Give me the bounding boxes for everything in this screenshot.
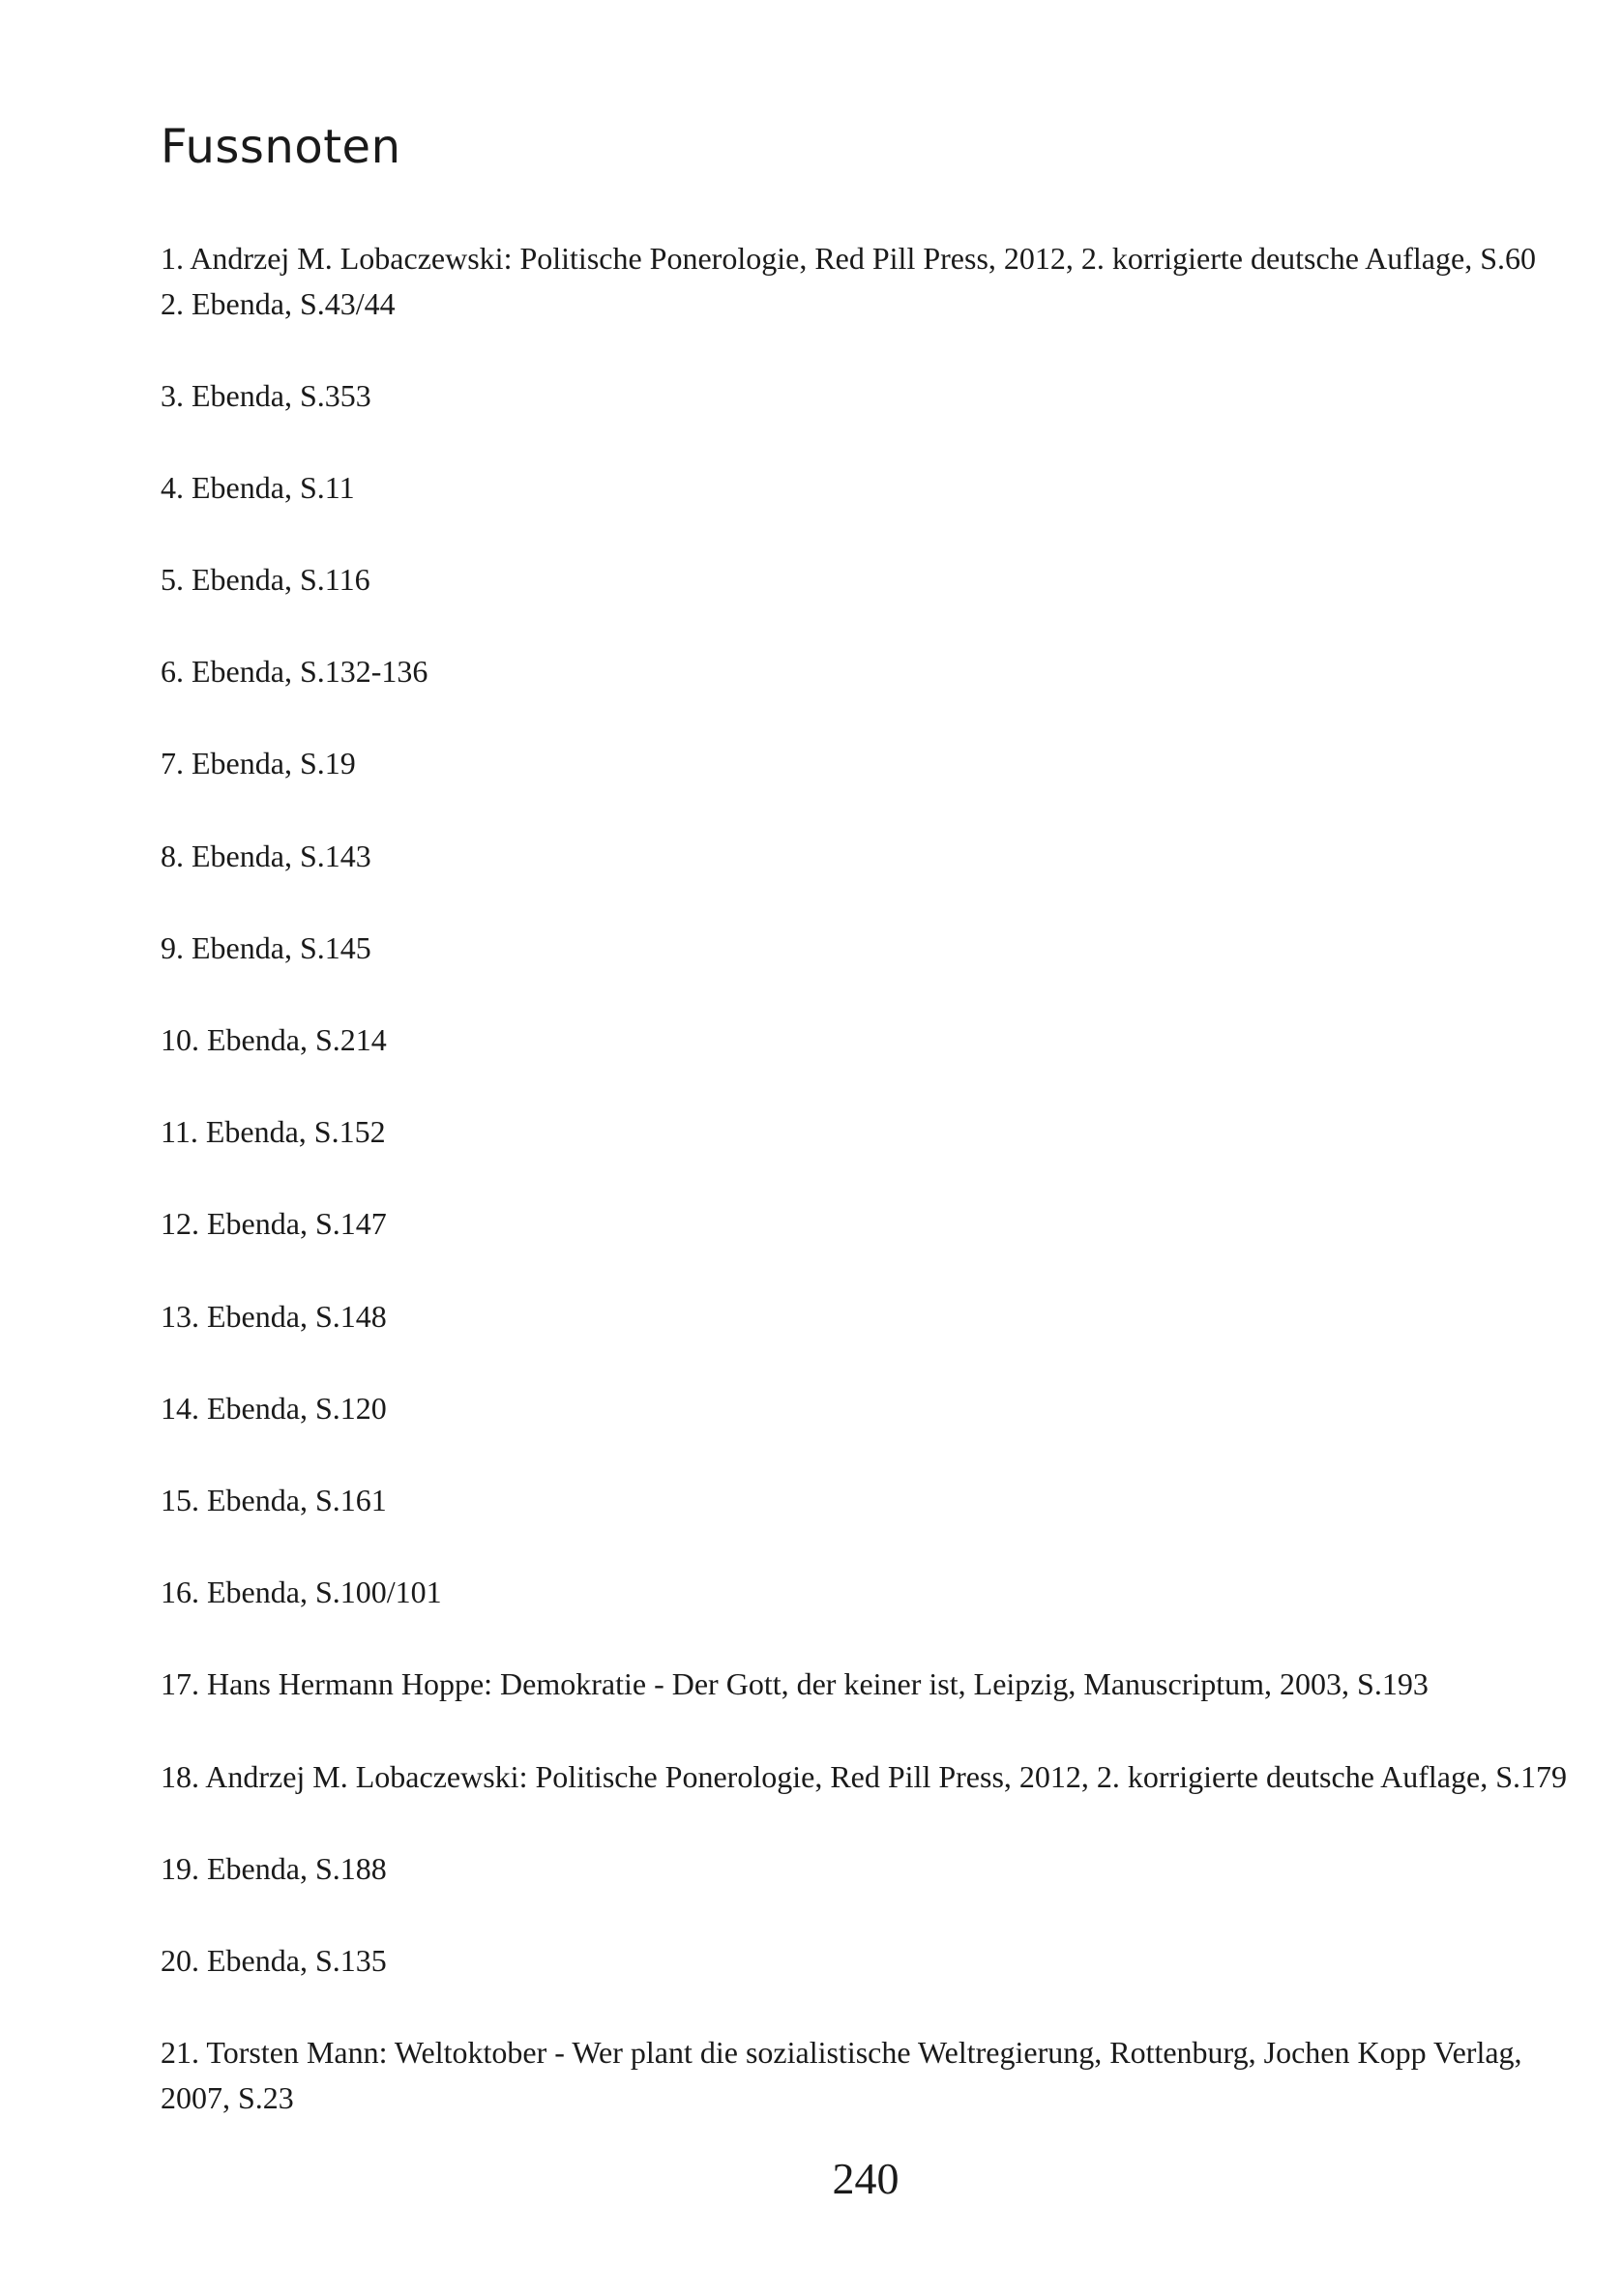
footnote-4: 4. Ebenda, S.11 (161, 470, 355, 505)
footnote-1: 1. Andrzej M. Lobaczewski: Politische Ponerologie, Red Pill Press, 2012, 2. korrigierte deutsche Auflage, S.60 (161, 241, 1536, 276)
footnote-19: 19. Ebenda, S.188 (161, 1851, 387, 1886)
footnote-18: 18. Andrzej M. Lobaczewski: Politische Ponerologie, Red Pill Press, 2012, 2. korrigierte deutsche Auflage, S.179 (161, 1759, 1567, 1794)
page-number: 240 (832, 2154, 899, 2203)
footnote-7: 7. Ebenda, S.19 (161, 746, 356, 780)
footnote-8: 8. Ebenda, S.143 (161, 839, 371, 873)
footnote-5: 5. Ebenda, S.116 (161, 562, 370, 597)
footnote-9: 9. Ebenda, S.145 (161, 930, 371, 965)
footnote-3: 3. Ebenda, S.353 (161, 378, 371, 413)
footnote-20: 20. Ebenda, S.135 (161, 1943, 387, 1978)
footnote-12: 12. Ebenda, S.147 (161, 1206, 387, 1241)
footnote-2: 2. Ebenda, S.43/44 (161, 286, 396, 321)
footnote-16: 16. Ebenda, S.100/101 (161, 1575, 442, 1609)
footnote-10: 10. Ebenda, S.214 (161, 1022, 387, 1057)
footnote-13: 13. Ebenda, S.148 (161, 1299, 387, 1334)
footnote-17: 17. Hans Hermann Hoppe: Demokratie - Der Gott, der keiner ist, Leipzig, Manuscriptum, 2003, S.193 (161, 1666, 1429, 1701)
footnote-14: 14. Ebenda, S.120 (161, 1391, 387, 1426)
footnote-6: 6. Ebenda, S.132-136 (161, 654, 428, 689)
footnote-21: 21. Torsten Mann: Weltoktober - Wer plant die sozialistische Weltregierung, Rottenburg, Jochen Kopp Verlag, 2007, S.23 (161, 2035, 1522, 2115)
page-heading: Fussnoten (161, 120, 401, 174)
footnote-11: 11. Ebenda, S.152 (161, 1114, 386, 1149)
footnote-15: 15. Ebenda, S.161 (161, 1483, 387, 1517)
